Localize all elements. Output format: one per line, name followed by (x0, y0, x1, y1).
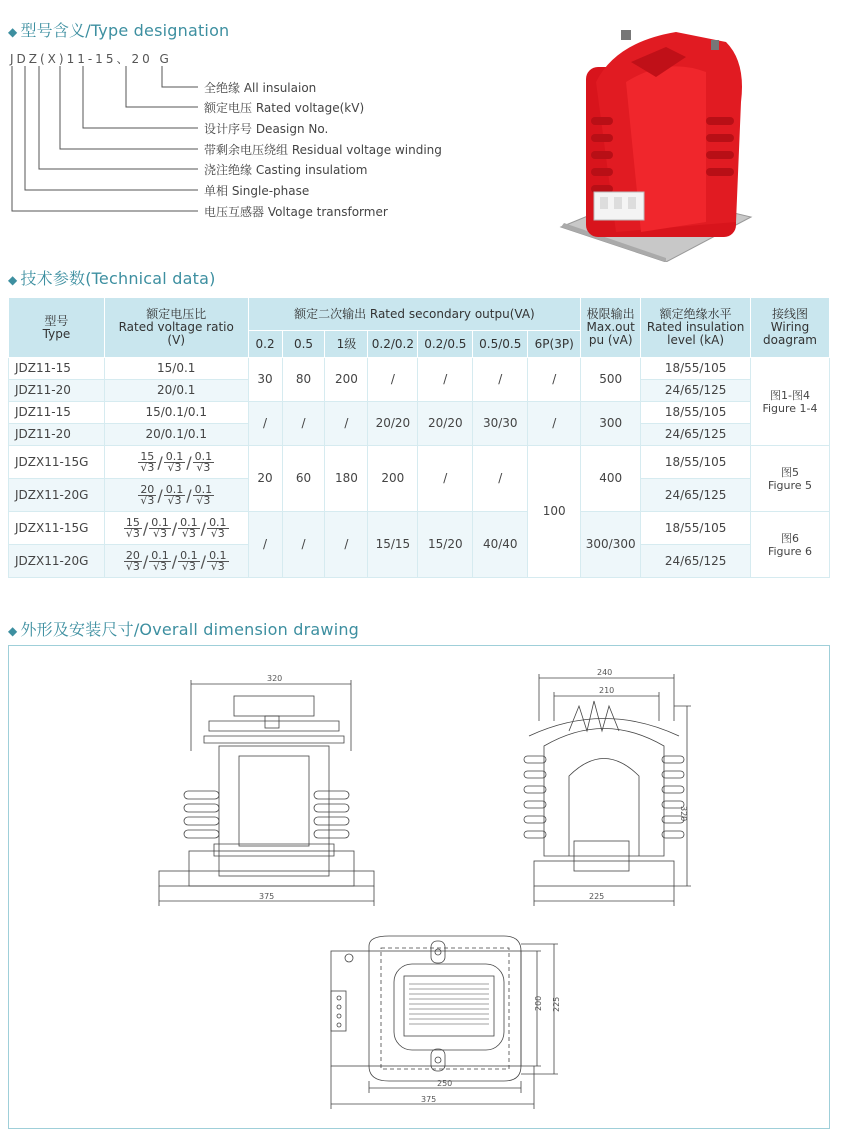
header-text: 型号 (44, 313, 69, 328)
cell-value: / (282, 402, 325, 446)
cell-insulation: 18/55/105 (641, 358, 751, 380)
header-text: Type (42, 326, 71, 341)
cell-value: / (248, 512, 282, 578)
cell-value: 200 (368, 446, 418, 512)
diamond-icon: ◆ (8, 25, 18, 39)
cell-value-6p: 100 (528, 446, 581, 578)
figure-text: 图5 (781, 465, 799, 479)
cell-insulation: 18/55/105 (641, 402, 751, 424)
header-text: 接线图 (771, 307, 808, 321)
dim-side-bottom: 225 (589, 892, 605, 901)
cell-value: 180 (325, 446, 368, 512)
dim-front-top: 320 (267, 674, 283, 683)
dim-front-bottom: 375 (259, 892, 275, 901)
header-text: Rated insulation (646, 320, 745, 334)
figure-text: Figure 1-4 (762, 401, 818, 415)
header-output: 额定二次输出 Rated secondary outpu(VA) (248, 298, 581, 331)
cell-ratio: 20/0.1 (104, 380, 248, 402)
cell-value: 30 (248, 358, 282, 402)
designation-label: 设计序号 Deasign No. (204, 122, 329, 136)
cell-type: JDZX11-15G (9, 512, 105, 545)
cell-value: / (325, 512, 368, 578)
cell-figure (751, 446, 830, 512)
cell-value: / (368, 358, 418, 402)
cell-ratio: 15/0.1/0.1 (104, 402, 248, 424)
table-row (9, 446, 830, 479)
header-text: level (kA) (667, 333, 725, 347)
header-text: 额定电压比 (146, 307, 207, 321)
cell-ratio: $\frac{15}{√3}$ / $\frac{0.1}{√3}$ / $\frac{0.1}{√3}$ (104, 446, 248, 479)
cell-ratio: 15/0.1 (104, 358, 248, 380)
cell-value: 30/30 (473, 402, 528, 446)
header-insulation (641, 298, 751, 358)
header-text: Rated voltage ratio (118, 320, 234, 334)
cell-insulation: 24/65/125 (641, 424, 751, 446)
designation-label: 带剩余电压绕组 Residual voltage winding (204, 143, 442, 157)
cell-type: JDZX11-20G (9, 545, 105, 578)
section-title-drawing (8, 617, 359, 640)
dimension-drawing-panel (8, 645, 830, 1129)
cell-type: JDZX11-15G (9, 446, 105, 479)
diamond-icon: ◆ (8, 273, 18, 287)
figure-text: 图1-图4 (770, 388, 810, 402)
cell-ratio: $\frac{20}{√3}$ / $\frac{0.1}{√3}$ / $\frac{0.1}{√3}$ / $\frac{0.1}{√3}$ (104, 545, 248, 578)
designation-label: 电压互感器 Voltage transformer (204, 205, 388, 219)
dim-plan-bottom2: 375 (421, 1095, 437, 1104)
figure-text: Figure 6 (767, 544, 813, 558)
designation-label: 全绝缘 All insulaion (204, 81, 317, 95)
dim-side-top2: 210 (599, 686, 615, 695)
table-row (9, 402, 830, 424)
section-title-text: 技术参数(Technical data) (20, 269, 216, 288)
cell-type: JDZ11-15 (9, 402, 105, 424)
cell-value: 80 (282, 358, 325, 402)
cell-value: / (528, 402, 581, 446)
header-ratio (104, 298, 248, 358)
cell-value: 60 (282, 446, 325, 512)
cell-value: / (473, 446, 528, 512)
diamond-icon: ◆ (8, 624, 18, 638)
cell-value: 500 (581, 358, 641, 402)
figure-text: 图6 (781, 531, 799, 545)
cell-ratio: 20/0.1/0.1 (104, 424, 248, 446)
dim-side-right: 320 (679, 806, 688, 822)
cell-type: JDZX11-20G (9, 479, 105, 512)
cell-insulation: 18/55/105 (641, 512, 751, 545)
header-class: 0.2 (248, 331, 282, 358)
cell-ratio: $\frac{20}{√3}$ / $\frac{0.1}{√3}$ / $\frac{0.1}{√3}$ (104, 479, 248, 512)
header-text: Wiring (770, 320, 810, 334)
cell-value: 300/300 (581, 512, 641, 578)
section-title-text: 外形及安装尺寸/Overall dimension drawing (20, 620, 360, 639)
dim-plan-right1: 200 (534, 995, 543, 1011)
dim-plan-bottom1: 250 (437, 1079, 453, 1088)
cell-value: / (473, 358, 528, 402)
cell-value: / (528, 358, 581, 402)
header-class: 0.5/0.5 (473, 331, 528, 358)
header-type (9, 298, 105, 358)
cell-value: 20 (248, 446, 282, 512)
cell-value: 40/40 (473, 512, 528, 578)
cell-value: 200 (325, 358, 368, 402)
header-wiring (751, 298, 830, 358)
cell-value: / (418, 358, 473, 402)
figure-text: Figure 5 (767, 478, 813, 492)
product-photo (556, 22, 756, 262)
designation-label: 单相 Single-phase (204, 184, 310, 198)
header-class: 0.5 (282, 331, 325, 358)
header-text: pu (vA) (588, 333, 633, 347)
cell-type: JDZ11-15 (9, 358, 105, 380)
table-row (9, 512, 830, 545)
cell-value: 15/20 (418, 512, 473, 578)
section-title-technical (8, 266, 216, 289)
cell-value: 20/20 (368, 402, 418, 446)
cell-ratio: $\frac{15}{√3}$ / $\frac{0.1}{√3}$ / $\frac{0.1}{√3}$ / $\frac{0.1}{√3}$ (104, 512, 248, 545)
cell-insulation: 18/55/105 (641, 446, 751, 479)
header-max (581, 298, 641, 358)
cell-value: / (282, 512, 325, 578)
cell-figure (751, 358, 830, 446)
cell-type: JDZ11-20 (9, 380, 105, 402)
cell-type: JDZ11-20 (9, 424, 105, 446)
cell-value: / (418, 446, 473, 512)
header-text: doagram (763, 333, 817, 347)
header-text: (V) (167, 333, 185, 347)
cell-value: 300 (581, 402, 641, 446)
cell-value: 15/15 (368, 512, 418, 578)
designation-label: 浇注绝缘 Casting insulatiom (204, 163, 368, 177)
cell-insulation: 24/65/125 (641, 380, 751, 402)
cell-insulation: 24/65/125 (641, 479, 751, 512)
header-text: 额定绝缘水平 (659, 307, 732, 321)
dim-side-top: 240 (597, 668, 613, 677)
dimension-drawing (9, 646, 829, 1128)
cell-value: 400 (581, 446, 641, 512)
header-class: 0.2/0.5 (418, 331, 473, 358)
cell-insulation: 24/65/125 (641, 545, 751, 578)
section-title-text: 型号含义/Type designation (20, 21, 230, 40)
designation-label: 额定电压 Rated voltage(kV) (204, 101, 365, 115)
cell-value: 20/20 (418, 402, 473, 446)
designation-code: JDZ(X)11-15、20 G (10, 52, 172, 66)
header-text: Max.out (586, 320, 635, 334)
header-class: 0.2/0.2 (368, 331, 418, 358)
technical-data-table (8, 297, 830, 578)
header-text: 极限输出 (586, 307, 635, 321)
cell-figure (751, 512, 830, 578)
dim-plan-right2: 225 (552, 996, 561, 1012)
cell-value: / (325, 402, 368, 446)
cell-value: / (248, 402, 282, 446)
header-class: 6P(3P) (528, 331, 581, 358)
table-row (9, 358, 830, 380)
header-class: 1级 (325, 331, 368, 358)
